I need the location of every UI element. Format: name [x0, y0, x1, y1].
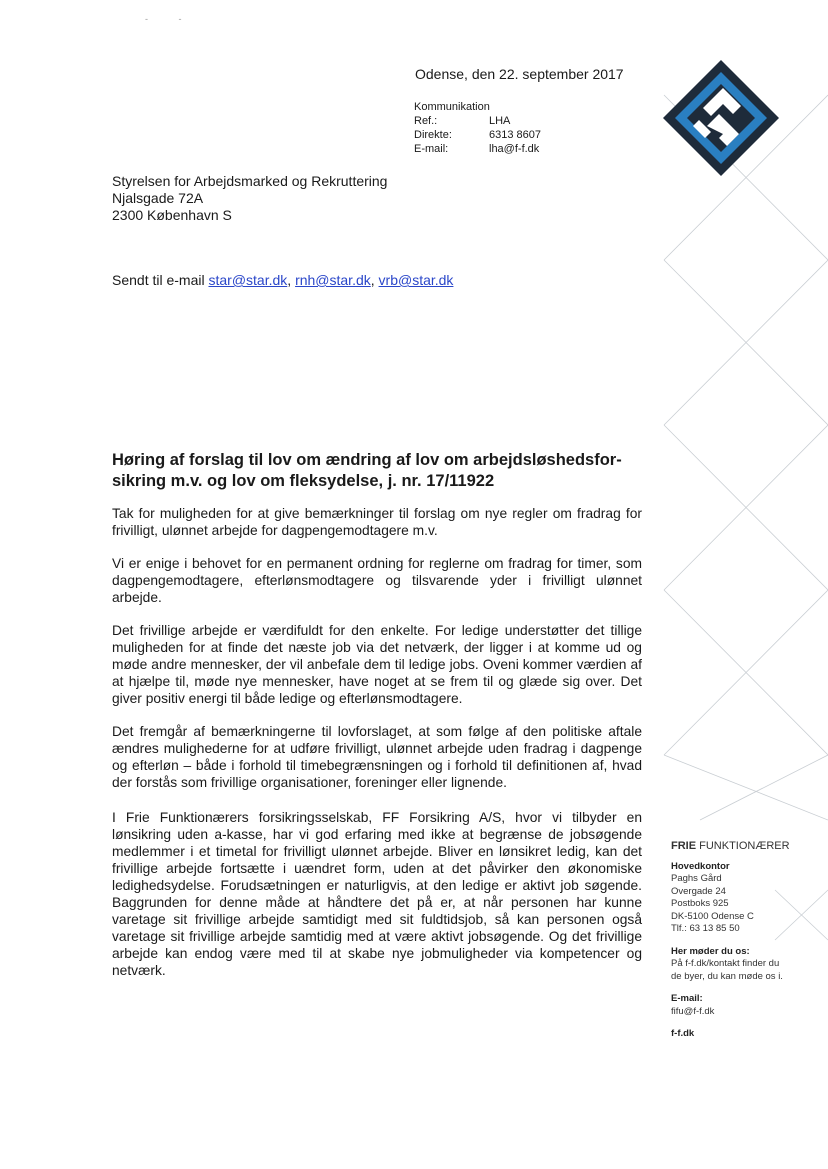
email-value[interactable]: fifu@f-f.dk [671, 1005, 715, 1017]
meet-heading: Her møder du os: [671, 945, 750, 957]
address-line: Njalsgade 72A [112, 190, 204, 206]
body-paragraph: Det frivillige arbejde er værdifuldt for den enkelte. For ledige understøtter det tillige muligheden for at finde det næste job via det netværk, der ligger i at komme ud og møde andre mennesker, der vil anbefale dem til ledige jobs. Oveni kommer værdien af at hjælpe til, møde nye mennesker, have noget at se frem til og glæde sig over. Det giver positiv energi til både ledige og efterlønsmodtagere. [112, 623, 642, 706]
head-office [671, 861, 811, 936]
sent-label: Sendt til e-mail [112, 272, 205, 288]
company-sidebar [671, 840, 811, 1041]
body-paragraph: Det fremgår af bemærkningerne til lovforslaget, at som følge af den politiske aftale ændres mulighederne for at udføre frivilligt, ulønnet arbejde uden fradrag i dagpenge og efterløn – både i forhold til timebegrænsningen og i forhold til definitionen af, hvad der forstås som frivillige organisationer, foreninger eller lignende. [112, 724, 642, 790]
website[interactable]: f-f.dk [671, 1028, 695, 1039]
body-paragraph: Vi er enige i behovet for en permanent ordning for reglerne om fradrag for timer, som dagpengemodtagere, efterlønsmodtagere og tilsvarende yder i frivilligt ulønnet arbejde. [112, 556, 642, 605]
office-line: Overgade 24 [671, 885, 726, 897]
meta-row [414, 114, 541, 128]
office-line: DK-5100 Odense C [671, 910, 754, 922]
office-heading: Hovedkontor [671, 860, 730, 872]
email-link[interactable]: star@star.dk [208, 272, 288, 288]
body-paragraph: Tak for muligheden for at give bemærkninger til forslag om nye regler om fradrag for frivilligt, ulønnet arbejde for dagpengemodtagere m.v. [112, 506, 642, 538]
meta-key: Direkte: [414, 129, 452, 141]
letter-body [112, 505, 642, 995]
office-line: Postboks 925 [671, 898, 729, 909]
meta-value: lha@f-f.dk [489, 143, 540, 155]
address-line: 2300 København S [112, 207, 232, 223]
email-link[interactable]: rnh@star.dk [295, 272, 371, 288]
body-paragraph: I Frie Funktionærers forsikringsselskab, FF Forsikring A/S, hvor vi tilbyder en lønsikring uden a-kasse, har vi god erfaring med ikke at begrænse de jobsøgende medlemmer i et timetal for frivilligt ulønnet arbejde. Bliver en lønsikret ledig, kan det frivillige arbejde fortsætte i uændret form, uden at det påvirker den økonomiske ledighedsydelse. Forudsætningen er naturligvis, at den ledige er aktivt job søgende. Baggrunden for denne måde at håndtere det på er, at når personen har kunne varetage sit frivillige arbejde samtidigt med sit fuldtidsjob, så kan personen også varetage sit frivillige arbejde samtidig med at være aktivt jobsøgende. Og det frivillige arbejde kan endog være med til at skabe nye jobmuligheder via kompetencer og netværk. [112, 810, 642, 978]
meet-us [671, 946, 811, 984]
letter-date: Odense, den 22. september 2017 [415, 66, 624, 82]
brand-rest: FUNKTIONÆRER [699, 840, 790, 852]
scan-mark: - - [145, 14, 196, 24]
meet-line: På f-f.dk/kontakt finder du [671, 958, 780, 969]
meta-key: E-mail: [414, 143, 449, 155]
email-link[interactable]: vrb@star.dk [378, 272, 454, 288]
meta-row [414, 128, 541, 142]
meta-key: Ref.: [414, 115, 438, 127]
address-line: Styrelsen for Arbejdsmarked og Rekruttering [112, 173, 388, 189]
email-heading: E-mail: [671, 993, 703, 1004]
department: Kommunikation [414, 101, 490, 113]
meta-value: LHA [489, 115, 511, 127]
sent-to-line: Sendt til e-mail star@star.dk, rnh@star.dk, vrb@star.dk [112, 272, 454, 288]
meet-line: de byer, du kan møde os i. [671, 970, 783, 982]
letter-subject: Høring af forslag til lov om ændring af lov om arbejdsløshedsfor-sikring m.v. og lov om fleksydelse, j. nr. 17/11922 [112, 451, 622, 490]
office-line: Paghs Gård [671, 873, 722, 884]
email-block [671, 993, 811, 1018]
brand-bold: FRIE [671, 840, 697, 852]
frie-funktionaerer-logo-icon [661, 58, 781, 178]
meta-value: 6313 8607 [489, 129, 541, 141]
brand-name [671, 840, 811, 853]
recipient-address [112, 173, 387, 224]
office-line: Tlf.: 63 13 85 50 [671, 923, 740, 934]
sender-meta [414, 100, 541, 156]
meta-row [414, 142, 541, 156]
